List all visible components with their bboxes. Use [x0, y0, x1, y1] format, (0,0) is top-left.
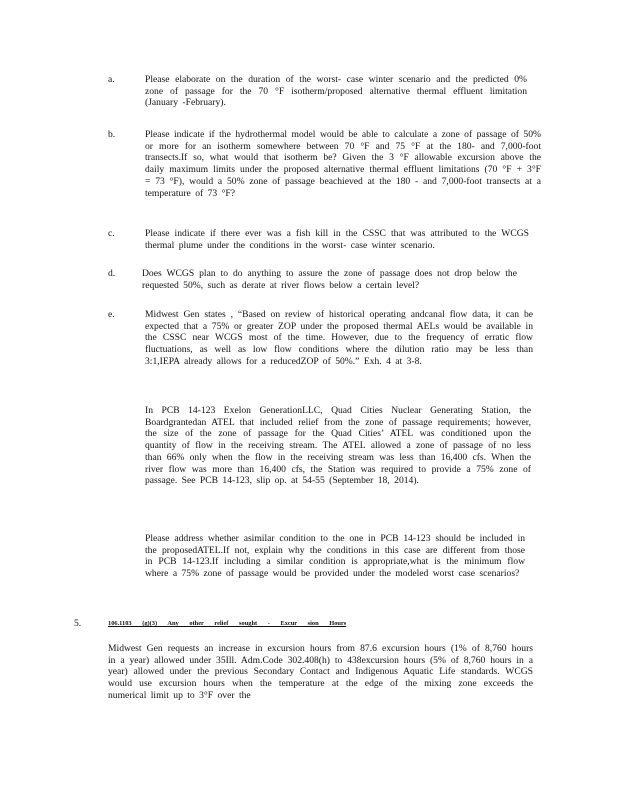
section-5-number: 5.	[74, 618, 82, 629]
pcb-14-123-paragraph: In PCB 14-123 Exelon GenerationLLC, Quad Cities Nuclear Generating Station, the Boardgrantedan ATEL that included relief from the zone of passage requirements; however, the size of the zone of passage for the Quad Cities’ ATEL was conditioned upon the quantity of flow in the receiving stream. The ATEL allowed a zone of passage of no less than 66% only when the flow in the receiving stream was less than 16,400 cfs. When the river flow was more than 16,400 cfs, the Station was required to provide a 75% zone of passage. See PCB 14-123, slip op. at 54-55 (September 18, 2014).	[145, 405, 531, 487]
section-5-heading: 106.1103 (g)(3) Any other relief sought - Excur sion Hours	[108, 620, 347, 627]
question-c: Please indicate if there ever was a fish kill in the CSSC that was attributed to the WCGS thermal plume under the conditions in the worst- case winter scenario.	[145, 228, 529, 251]
question-e: Midwest Gen states , “Based on review of historical operating andcanal flow data, it can be expected that a 75% or greater ZOP under the proposed thermal AELs would be available in the CSSC near WCGS most of the time. However, due to the frequency of erratic flow fluctuations, as well as low flow conditions where the dilution ratio may be less than 3:1,IEPA already allows for a reducedZOP of 50%.” Exh. 4 at 3-8.	[145, 309, 533, 367]
address-condition-paragraph: Please address whether asimilar condition to the one in PCB 14-123 should be included in the proposedATEL.If not, explain why the conditions in this case are different from those in PCB 14-123.If including a similar condition is appropriate,what is the minimum flow where a 75% zone of passage would be provided under the modeled worst case scenarios?	[145, 533, 525, 580]
question-b: Please indicate if the hydrothermal model would be able to calculate a zone of passage of 50% or more for an isotherm somewhere between 70 °F and 75 °F at the 180- and 7,000-foot transects.If so, what would that isotherm be? Given the 3 °F allowable excursion above the daily maximum limits under the proposed alternative thermal effluent limitations (70 °F + 3°F = 73 °F), would a 50% zone of passage beachieved at the 180 - and 7,000-foot transects at a temperature of 73 °F?	[145, 129, 541, 199]
item-a-label: a.	[108, 74, 115, 85]
item-b-label: b.	[108, 129, 116, 140]
item-d-label: d.	[108, 268, 116, 279]
question-a: Please elaborate on the duration of the worst- case winter scenario and the predicted 0% zone of passage for the 70 °F isotherm/proposed alternative thermal effluent limitation (January -February).	[145, 74, 527, 109]
item-c-label: c.	[108, 228, 115, 239]
question-d: Does WCGS plan to do anything to assure the zone of passage does not drop below the requested 50%, such as derate at river flows below a certain level?	[142, 268, 517, 291]
item-e-label: e.	[108, 309, 115, 320]
section-5-body: Midwest Gen requests an increase in excursion hours from 87.6 excursion hours (1% of 8,760 hours in a year) allowed under 35Ill. Adm.Code 302.408(h) to 438excursion hours (5% of 8,760 hours in a year) allowed under the previous Secondary Contact and Indigenous Aquatic Life standards. WCGS would use excursion hours when the temperature at the edge of the mixing zone exceeds the numerical limit up to 3°F over the	[108, 643, 533, 701]
